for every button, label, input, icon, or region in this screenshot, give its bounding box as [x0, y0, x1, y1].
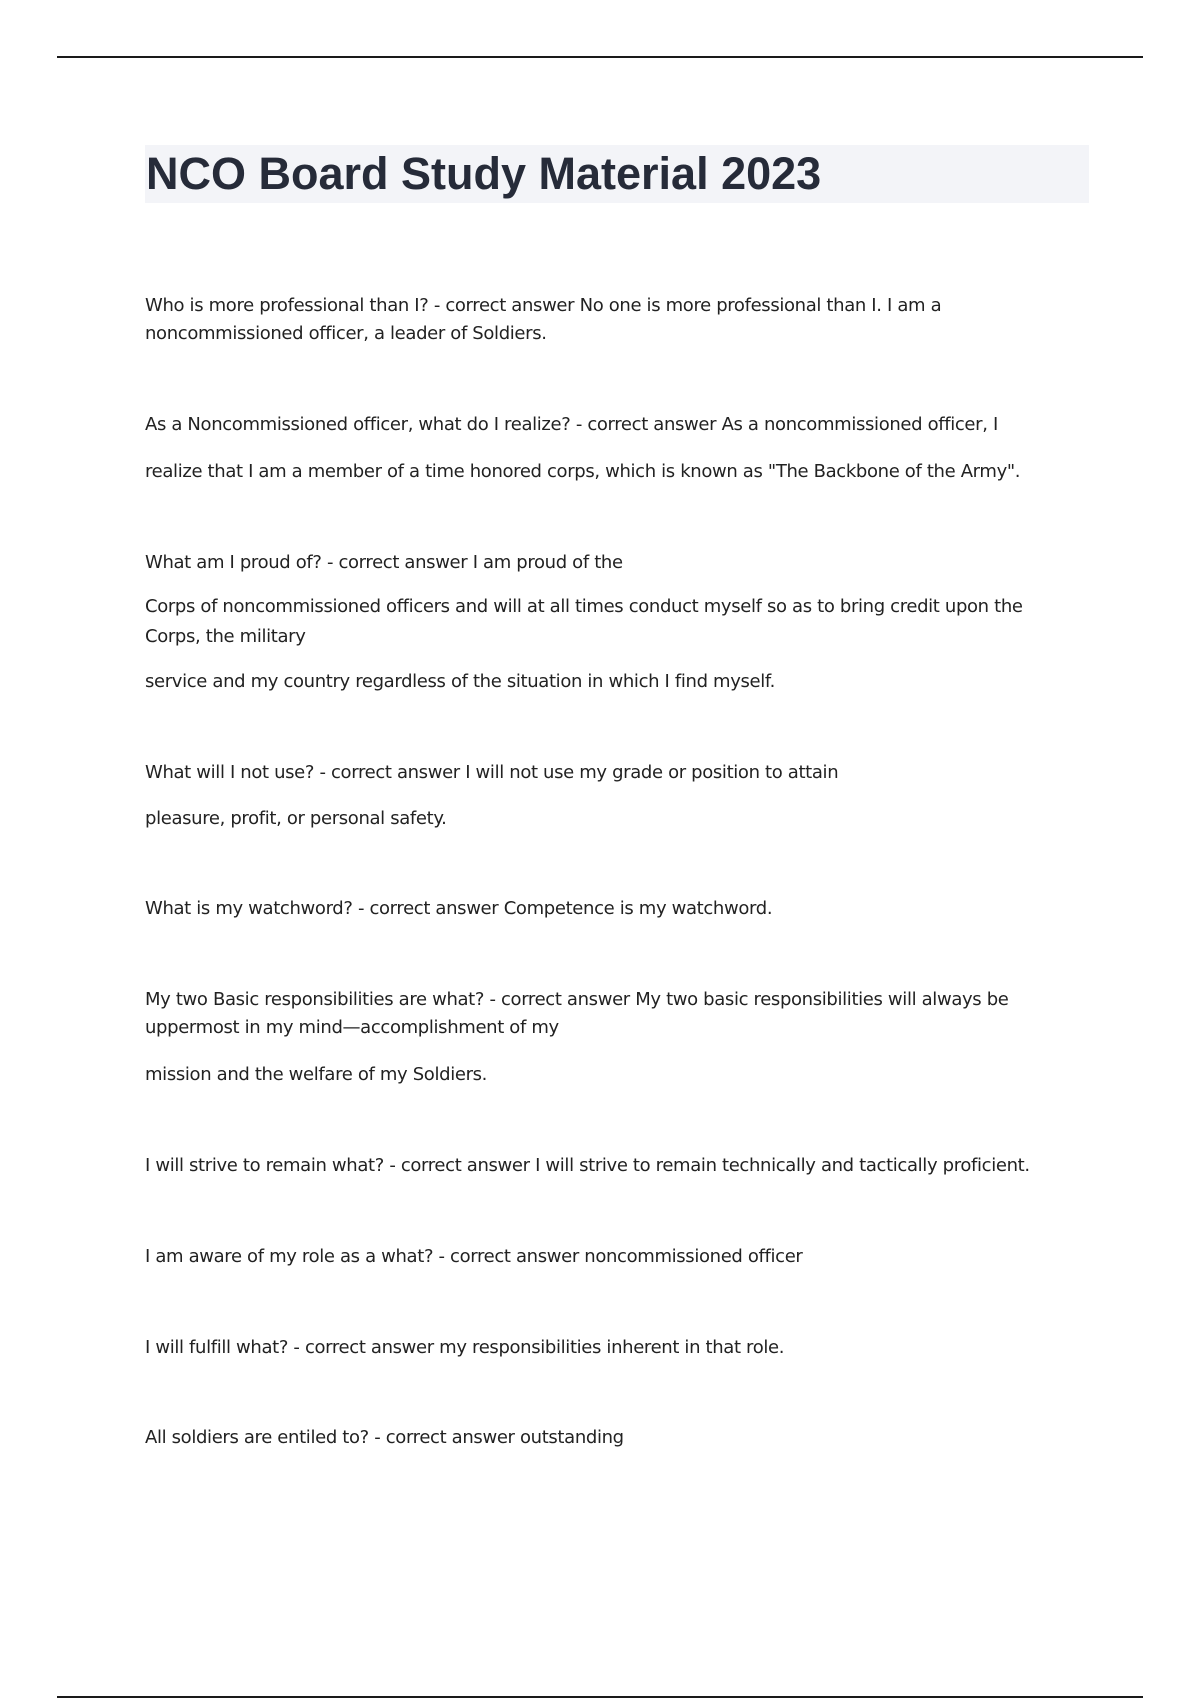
- qa-4-line-1: What will I not use? - correct answer I will not use my grade or position to attain: [145, 762, 839, 783]
- qa-3-line-4: service and my country regardless of the situation in which I find myself.: [145, 671, 775, 692]
- qa-7-line-1: I will strive to remain what? - correct answer I will strive to remain technically and tactically proficient.: [145, 1155, 1030, 1176]
- qa-10-line-1: All soldiers are entiled to? - correct answer outstanding: [145, 1427, 624, 1448]
- qa-3-line-1: What am I proud of? - correct answer I am proud of the: [145, 552, 623, 573]
- qa-5-line-1: What is my watchword? - correct answer Competence is my watchword.: [145, 898, 773, 919]
- qa-3-line-3: Corps, the military: [145, 626, 306, 647]
- qa-2-line-1: As a Noncommissioned officer, what do I realize? - correct answer As a noncommissioned officer, I: [145, 414, 998, 435]
- qa-6-line-3: mission and the welfare of my Soldiers.: [145, 1064, 488, 1085]
- bottom-rule: [57, 1696, 1143, 1698]
- qa-4-line-2: pleasure, profit, or personal safety.: [145, 808, 447, 829]
- qa-9-line-1: I will fulfill what? - correct answer my responsibilities inherent in that role.: [145, 1337, 785, 1358]
- qa-2-line-2: realize that I am a member of a time honored corps, which is known as "The Backbone of the Army".: [145, 461, 1021, 482]
- qa-1-line-2: noncommissioned officer, a leader of Soldiers.: [145, 323, 547, 344]
- top-rule: [57, 56, 1143, 58]
- page-title: NCO Board Study Material 2023: [146, 148, 822, 199]
- qa-8-line-1: I am aware of my role as a what? - correct answer noncommissioned officer: [145, 1246, 803, 1267]
- qa-6-line-1: My two Basic responsibilities are what? - correct answer My two basic responsibilities will always be: [145, 989, 1009, 1010]
- qa-3-line-2: Corps of noncommissioned officers and will at all times conduct myself so as to bring credit upon the: [145, 596, 1023, 617]
- qa-1-line-1: Who is more professional than I? - correct answer No one is more professional than I. I am a: [145, 295, 942, 316]
- qa-6-line-2: uppermost in my mind—accomplishment of my: [145, 1017, 559, 1038]
